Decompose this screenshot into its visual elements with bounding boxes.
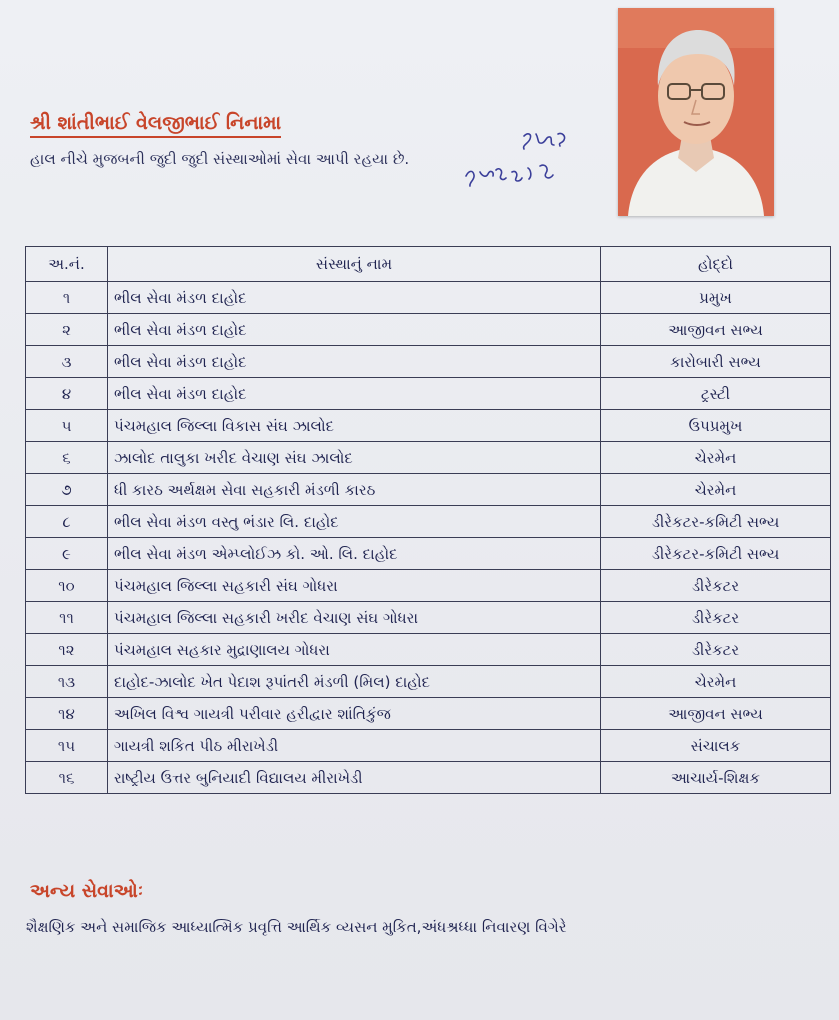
table-row — [26, 666, 831, 698]
table-row — [26, 730, 831, 762]
table-row — [26, 282, 831, 314]
table-row — [26, 314, 831, 346]
serial-no-cell: ૯ — [26, 538, 108, 570]
post-cell: ટ્રસ્ટી — [601, 378, 831, 410]
table-row — [26, 442, 831, 474]
serial-no-cell: ૧૧ — [26, 602, 108, 634]
institution-name-cell: પંચમહાલ જિલ્લા સહકારી ખરીદ વેચાણ સંઘ ગોધરા — [108, 602, 601, 634]
portrait-photo — [618, 8, 774, 216]
serial-no-cell: ૧૫ — [26, 730, 108, 762]
handwritten-annotation — [462, 128, 592, 193]
post-cell: આજીવન સભ્ય — [601, 698, 831, 730]
institution-name-cell: અખિલ વિશ્વ ગાયત્રી પરીવાર હરીદ્વાર શાંતિકુંજ — [108, 698, 601, 730]
column-header-institution-name: સંસ્થાનું નામ — [108, 247, 601, 282]
table-header-row — [26, 247, 831, 282]
intro-text: હાલ નીચે મુજબની જુદી જુદી સંસ્થાઓમાં સેવા આપી રહયા છે. — [30, 150, 410, 168]
institution-name-cell: પંચમહાલ જિલ્લા સહકારી સંઘ ગોધરા — [108, 570, 601, 602]
institution-name-cell: ભીલ સેવા મંડળ દાહોદ — [108, 378, 601, 410]
institutions-table-wrapper — [25, 246, 830, 794]
person-name-heading: શ્રી શાંતીભાઈ વેલજીભાઈ નિનામા — [30, 112, 281, 138]
institution-name-cell: દાહોદ-ઝાલોદ ખેત પેદાશ રૂપાંતરી મંડળી (મિલ) દાહોદ — [108, 666, 601, 698]
serial-no-cell: ૩ — [26, 346, 108, 378]
other-services-heading: અન્ય સેવાઓઃ — [30, 880, 144, 902]
table-row — [26, 602, 831, 634]
table-row — [26, 698, 831, 730]
post-cell: ડીરેકટર — [601, 602, 831, 634]
institution-name-cell: ઝાલોદ તાલુકા ખરીદ વેચાણ સંઘ ઝાલોદ — [108, 442, 601, 474]
other-services-text: શૈક્ષણિક અને સમાજિક આધ્યાત્મિક પ્રવૃત્તિ આર્થિક વ્યસન મુકિત,અંધશ્રધ્ધા નિવારણ વિગેરે — [26, 918, 567, 936]
serial-no-cell: ૮ — [26, 506, 108, 538]
post-cell: આચાર્ય-શિક્ષક — [601, 762, 831, 794]
serial-no-cell: ૨ — [26, 314, 108, 346]
column-header-post: હોદ્દો — [601, 247, 831, 282]
post-cell: ઉપપ્રમુખ — [601, 410, 831, 442]
table-row — [26, 410, 831, 442]
post-cell: ચેરમેન — [601, 442, 831, 474]
serial-no-cell: ૧૦ — [26, 570, 108, 602]
post-cell: પ્રમુખ — [601, 282, 831, 314]
post-cell: કારોબારી સભ્ય — [601, 346, 831, 378]
table-row — [26, 634, 831, 666]
table-row — [26, 378, 831, 410]
serial-no-cell: ૧૬ — [26, 762, 108, 794]
institution-name-cell: ભીલ સેવા મંડળ વસ્તુ ભંડાર લિ. દાહોદ — [108, 506, 601, 538]
table-row — [26, 474, 831, 506]
serial-no-cell: ૭ — [26, 474, 108, 506]
post-cell: ચેરમેન — [601, 474, 831, 506]
institution-name-cell: ધી કારઠ અર્થક્ષમ સેવા સહકારી મંડળી કારઠ — [108, 474, 601, 506]
post-cell: આજીવન સભ્ય — [601, 314, 831, 346]
table-row — [26, 762, 831, 794]
table-row — [26, 346, 831, 378]
institution-name-cell: ભીલ સેવા મંડળ દાહોદ — [108, 346, 601, 378]
institution-name-cell: પંચમહાલ સહકાર મુદ્રાણાલય ગોધરા — [108, 634, 601, 666]
post-cell: ડીરેકટર — [601, 634, 831, 666]
serial-no-cell: ૧ — [26, 282, 108, 314]
table-row — [26, 570, 831, 602]
post-cell: ડીરેકટર-કમિટી સભ્ય — [601, 506, 831, 538]
serial-no-cell: ૪ — [26, 378, 108, 410]
institution-name-cell: ભીલ સેવા મંડળ દાહોદ — [108, 314, 601, 346]
serial-no-cell: ૬ — [26, 442, 108, 474]
serial-no-cell: ૧૪ — [26, 698, 108, 730]
serial-no-cell: ૫ — [26, 410, 108, 442]
serial-no-cell: ૧૨ — [26, 634, 108, 666]
institution-name-cell: ભીલ સેવા મંડળ દાહોદ — [108, 282, 601, 314]
table-row — [26, 538, 831, 570]
institution-name-cell: ગાયત્રી શકિત પીઠ મીરાખેડી — [108, 730, 601, 762]
institution-name-cell: પંચમહાલ જિલ્લા વિકાસ સંઘ ઝાલોદ — [108, 410, 601, 442]
table-row — [26, 506, 831, 538]
post-cell: ચેરમેન — [601, 666, 831, 698]
post-cell: સંચાલક — [601, 730, 831, 762]
post-cell: ડીરેકટર-કમિટી સભ્ય — [601, 538, 831, 570]
institution-name-cell: ભીલ સેવા મંડળ એમ્પ્લોઈઝ કો. ઓ. લિ. દાહોદ — [108, 538, 601, 570]
institution-name-cell: રાષ્ટ્રીય ઉત્તર બુનિયાદી વિદ્યાલય મીરાખેડી — [108, 762, 601, 794]
institutions-table — [25, 246, 831, 794]
column-header-serial-no: અ.નં. — [26, 247, 108, 282]
post-cell: ડીરેકટર — [601, 570, 831, 602]
serial-no-cell: ૧૩ — [26, 666, 108, 698]
